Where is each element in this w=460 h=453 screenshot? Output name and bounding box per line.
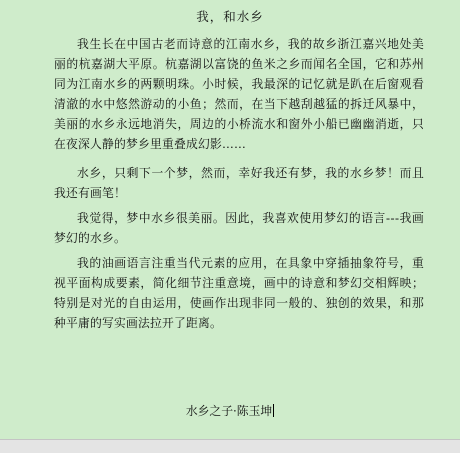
paragraph-dream: 水乡，只剩下一个梦，然而，幸好我还有梦，我的水乡梦！而且我还有画笔！ [54, 166, 424, 200]
signature-text: 水乡之子·陈玉坤 [185, 404, 273, 418]
signature-line [0, 402, 460, 420]
paragraph-dream-language: 我觉得，梦中水乡很美丽。因此，我喜欢使用梦幻的语言---我画梦幻的水乡。 [54, 211, 424, 245]
paragraph-hometown: 我生长在中国古老而诗意的江南水乡，我的故乡浙江嘉兴地处美丽的杭嘉湖大平原。杭嘉湖以富饶的鱼米之乡而闻名全国，它和苏州同为江南水乡的两颗明珠。小时候，我最深的记忆就是趴在后窗观看清澈的水中悠然游动的小鱼；然而，在当下越刮越猛的拆迁风暴中，美丽的水乡永远地消失，周边的小桥流水和窗外小船已幽幽消逝，只在夜深人静的梦乡里重叠成幻影…… [54, 37, 424, 151]
bottom-edge-bar [0, 439, 460, 453]
text-cursor [273, 404, 274, 417]
paragraph-painting-style: 我的油画语言注重当代元素的应用，在具象中穿插抽象符号，重视平面构成要素，简化细节注重意境，画中的诗意和梦幻交相辉映；特别是对光的自由运用，使画作出现非同一般的、独创的效果，和那种平庸的写实画法拉开了距离。 [54, 256, 424, 330]
document-body [54, 34, 424, 338]
document-title: 我，和水乡 [196, 9, 264, 24]
